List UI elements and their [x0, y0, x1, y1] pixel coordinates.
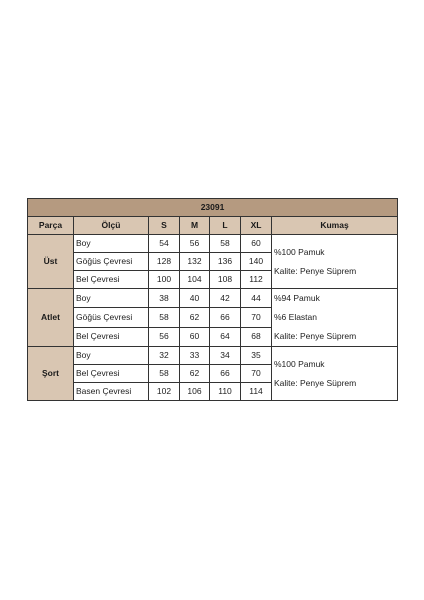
size-value: 70 — [241, 365, 272, 383]
fabric-line: Kalite: Penye Süprem — [274, 377, 357, 388]
fabric-info-atlet — [272, 289, 398, 347]
size-value: 64 — [210, 327, 241, 346]
table-title: 23091 — [28, 199, 398, 217]
header-size-s: S — [149, 217, 180, 235]
size-value: 114 — [241, 383, 272, 401]
measure-label: Bel Çevresi — [74, 271, 149, 289]
size-value: 66 — [210, 365, 241, 383]
fabric-line: %100 Pamuk — [274, 358, 325, 369]
measure-label: Bel Çevresi — [74, 365, 149, 383]
measure-label: Boy — [74, 347, 149, 365]
size-value: 54 — [149, 235, 180, 253]
header-size-xl: XL — [241, 217, 272, 235]
measure-label: Göğüs Çevresi — [74, 308, 149, 327]
part-label-ust: Üst — [28, 235, 74, 289]
size-value: 58 — [149, 308, 180, 327]
fabric-line: %94 Pamuk — [274, 293, 320, 303]
table-row — [28, 235, 398, 253]
size-value: 128 — [149, 253, 180, 271]
size-value: 56 — [180, 235, 210, 253]
size-value: 38 — [149, 289, 180, 308]
table-row — [28, 347, 398, 365]
size-value: 32 — [149, 347, 180, 365]
size-value: 106 — [180, 383, 210, 401]
fabric-line: %6 Elastan — [274, 312, 317, 322]
size-value: 35 — [241, 347, 272, 365]
size-value: 112 — [241, 271, 272, 289]
size-value: 62 — [180, 365, 210, 383]
header-size-m: M — [180, 217, 210, 235]
size-value: 70 — [241, 308, 272, 327]
size-value: 132 — [180, 253, 210, 271]
size-value: 136 — [210, 253, 241, 271]
table-row — [28, 289, 398, 308]
header-size-l: L — [210, 217, 241, 235]
size-value: 60 — [241, 235, 272, 253]
size-value: 62 — [180, 308, 210, 327]
size-chart-table — [27, 198, 398, 401]
header-fabric: Kumaş — [272, 217, 398, 235]
size-value: 44 — [241, 289, 272, 308]
size-value: 40 — [180, 289, 210, 308]
measure-label: Bel Çevresi — [74, 327, 149, 346]
size-value: 66 — [210, 308, 241, 327]
measure-label: Basen Çevresi — [74, 383, 149, 401]
size-value: 60 — [180, 327, 210, 346]
size-value: 104 — [180, 271, 210, 289]
measure-label: Göğüs Çevresi — [74, 253, 149, 271]
fabric-line: %100 Pamuk — [274, 246, 325, 257]
size-value: 108 — [210, 271, 241, 289]
size-value: 102 — [149, 383, 180, 401]
part-label-sort: Şort — [28, 347, 74, 401]
header-part: Parça — [28, 217, 74, 235]
fabric-info-ust — [272, 235, 398, 289]
size-value: 42 — [210, 289, 241, 308]
fabric-line: Kalite: Penye Süprem — [274, 265, 357, 276]
size-value: 140 — [241, 253, 272, 271]
measure-label: Boy — [74, 235, 149, 253]
size-value: 68 — [241, 327, 272, 346]
size-value: 33 — [180, 347, 210, 365]
fabric-info-sort — [272, 347, 398, 401]
size-value: 34 — [210, 347, 241, 365]
part-label-atlet: Atlet — [28, 289, 74, 347]
measure-label: Boy — [74, 289, 149, 308]
size-value: 100 — [149, 271, 180, 289]
header-measure: Ölçü — [74, 217, 149, 235]
size-value: 110 — [210, 383, 241, 401]
size-value: 56 — [149, 327, 180, 346]
size-value: 58 — [210, 235, 241, 253]
fabric-line: Kalite: Penye Süprem — [274, 331, 357, 341]
size-value: 58 — [149, 365, 180, 383]
